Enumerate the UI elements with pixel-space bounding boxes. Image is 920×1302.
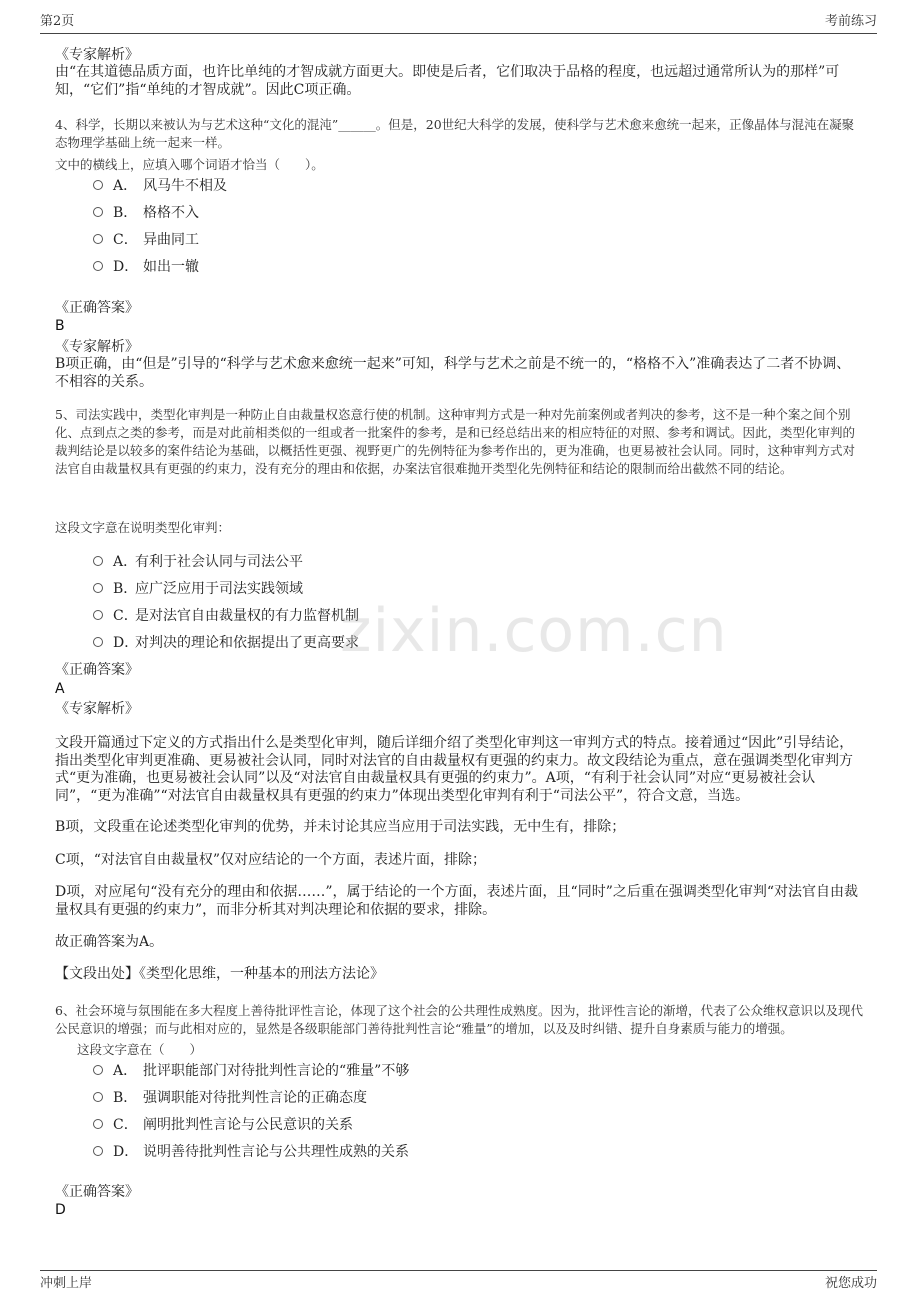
q4-option-d[interactable]: D． 如出一辙: [93, 257, 199, 277]
analysis-text: B项正确，由“但是”引导的“科学与艺术愈来愈统一起来”可知，科学与艺术之前是不统一的，“格格不入”准确表达了二者不协调、不相容的关系。: [55, 356, 851, 390]
watermark: zixin.com.cn: [340, 596, 728, 666]
source-citation: 【文段出处】《类型化思维，一种基本的刑法方法论》: [55, 966, 384, 982]
analysis-label: 《专家解析》: [55, 47, 139, 63]
analysis-paragraph: 故正确答案为A。: [55, 934, 164, 950]
analysis-paragraph: 文段开篇通过下定义的方式指出什么是类型化审判，随后详细介绍了类型化审判这一审判方式的特点。接着通过“因此”引导结论，指出类型化审判更准确、更易被社会认同，同时对法官的自由裁量权有更强的约束力。故文段结论为重点，意在强调类型化审判方式“更为准确，也更易被社会认同”以及“对法官自由裁量权具有更强的约束力”。A项，“有利于社会认同”对应“更易被社会认同”，“更为准确”“对法官自由裁量权具有更强的约束力”体现出类型化审判有利于“司法公平”，符合文意，当选。: [55, 735, 854, 804]
analysis-paragraph: D项，对应尾句“没有充分的理由和依据……”，属于结论的一个方面，表述片面，且“同时”之后重在强调类型化审判“对法官自由裁量权具有更强的约束力”，而非分析其对判决理论和依据的要求，排除。: [55, 884, 859, 918]
analysis-label: 《专家解析》: [55, 339, 139, 355]
page-number: 第2页: [40, 14, 75, 29]
header-title: 考前练习: [824, 14, 877, 29]
answer-label: 《正确答案》: [55, 662, 139, 678]
q4-option-a[interactable]: A． 风马牛不相及: [93, 176, 227, 196]
q4-option-c[interactable]: C． 异曲同工: [93, 230, 199, 250]
radio-icon[interactable]: [93, 1065, 103, 1075]
q6-option-d[interactable]: D． 说明善待批判性言论与公共理性成熟的关系: [93, 1142, 409, 1162]
analysis-label: 《专家解析》: [55, 701, 139, 717]
radio-icon[interactable]: [93, 180, 103, 190]
answer-label: 《正确答案》: [55, 1184, 139, 1200]
q5-option-b[interactable]: B．应广泛应用于司法实践领域: [93, 579, 303, 599]
radio-icon[interactable]: [93, 610, 103, 620]
question-6-prompt: 这段文字意在（ ）: [77, 1042, 203, 1057]
question-5-prompt: 这段文字意在说明类型化审判：: [55, 520, 231, 535]
q4-option-b[interactable]: B． 格格不入: [93, 203, 199, 223]
answer-value: B: [55, 318, 65, 334]
radio-icon[interactable]: [93, 583, 103, 593]
radio-icon[interactable]: [93, 234, 103, 244]
q6-option-b[interactable]: B． 强调职能对待批判性言论的正确态度: [93, 1088, 367, 1108]
answer-label: 《正确答案》: [55, 300, 139, 316]
answer-value: A: [55, 681, 65, 697]
radio-icon[interactable]: [93, 1119, 103, 1129]
q5-option-d[interactable]: D．对判决的理论和依据提出了更高要求: [93, 633, 359, 653]
answer-value: D: [55, 1202, 66, 1218]
radio-icon[interactable]: [93, 1146, 103, 1156]
radio-icon[interactable]: [93, 637, 103, 647]
question-4-stem: 4、科学，长期以来被认为与艺术这种“文化的混沌”______。但是，20世纪大科学的发展，使科学与艺术愈来愈统一起来，正像晶体与混沌在凝聚态物理学基础上统一起来一样。: [55, 117, 855, 150]
page-footer: [40, 1270, 877, 1293]
question-5-stem: 5、司法实践中，类型化审判是一种防止自由裁量权恣意行使的机制。这种审判方式是一种对先前案例或者判决的参考，这不是一种个案之间个别化、点到点之类的参考，而是对此前相类似的一组或者一批案件的参考，是和已经总结出来的相应特征的对照、参考和调试。因此，类型化审判的裁判结论是以较多的案件结论为基础，以概括性更强、视野更广的先例特征为参考作出的，更为准确，也更易被社会认同。同时，这种审判方式对法官自由裁量权具有更强的约束力，没有充分的理由和依据，办案法官很难抛开类型化先例特征和结论的限制而给出截然不同的结论。: [55, 407, 856, 476]
q5-option-a[interactable]: A．有利于社会认同与司法公平: [93, 552, 303, 572]
q6-option-c[interactable]: C． 阐明批判性言论与公民意识的关系: [93, 1115, 353, 1135]
radio-icon[interactable]: [93, 556, 103, 566]
analysis-paragraph: C项，“对法官自由裁量权”仅对应结论的一个方面，表述片面，排除；: [55, 852, 487, 868]
q6-option-a[interactable]: A． 批评职能部门对待批判性言论的“雅量”不够: [93, 1061, 409, 1081]
question-4-prompt: 文中的横线上，应填入哪个词语才恰当（ ）。: [55, 157, 324, 172]
footer-right-text: 祝您成功: [824, 1276, 877, 1291]
radio-icon[interactable]: [93, 207, 103, 217]
analysis-paragraph: B项，文段重在论述类型化审判的优势，并未讨论其应当应用于司法实践，无中生有，排除；: [55, 819, 626, 835]
q5-option-c[interactable]: C．是对法官自由裁量权的有力监督机制: [93, 606, 359, 626]
question-6-stem: 6、社会环境与氛围能在多大程度上善待批评性言论，体现了这个社会的公共理性成熟度。因为，批评性言论的渐增，代表了公众维权意识以及现代公民意识的增强；而与此相对应的，显然是各级职能部门善待批判性言论“雅量”的增加，以及及时纠错、提升自身素质与能力的增强。: [55, 1003, 863, 1036]
radio-icon[interactable]: [93, 261, 103, 271]
radio-icon[interactable]: [93, 1092, 103, 1102]
footer-left-text: 冲刺上岸: [40, 1276, 93, 1291]
analysis-text: 由“在其道德品质方面，也许比单纯的才智成就方面更大。即使是后者，它们取决于品格的程度，也远超过通常所认为的那样”可知，“它们”指“单纯的才智成就”。因此C项正确。: [55, 64, 840, 98]
